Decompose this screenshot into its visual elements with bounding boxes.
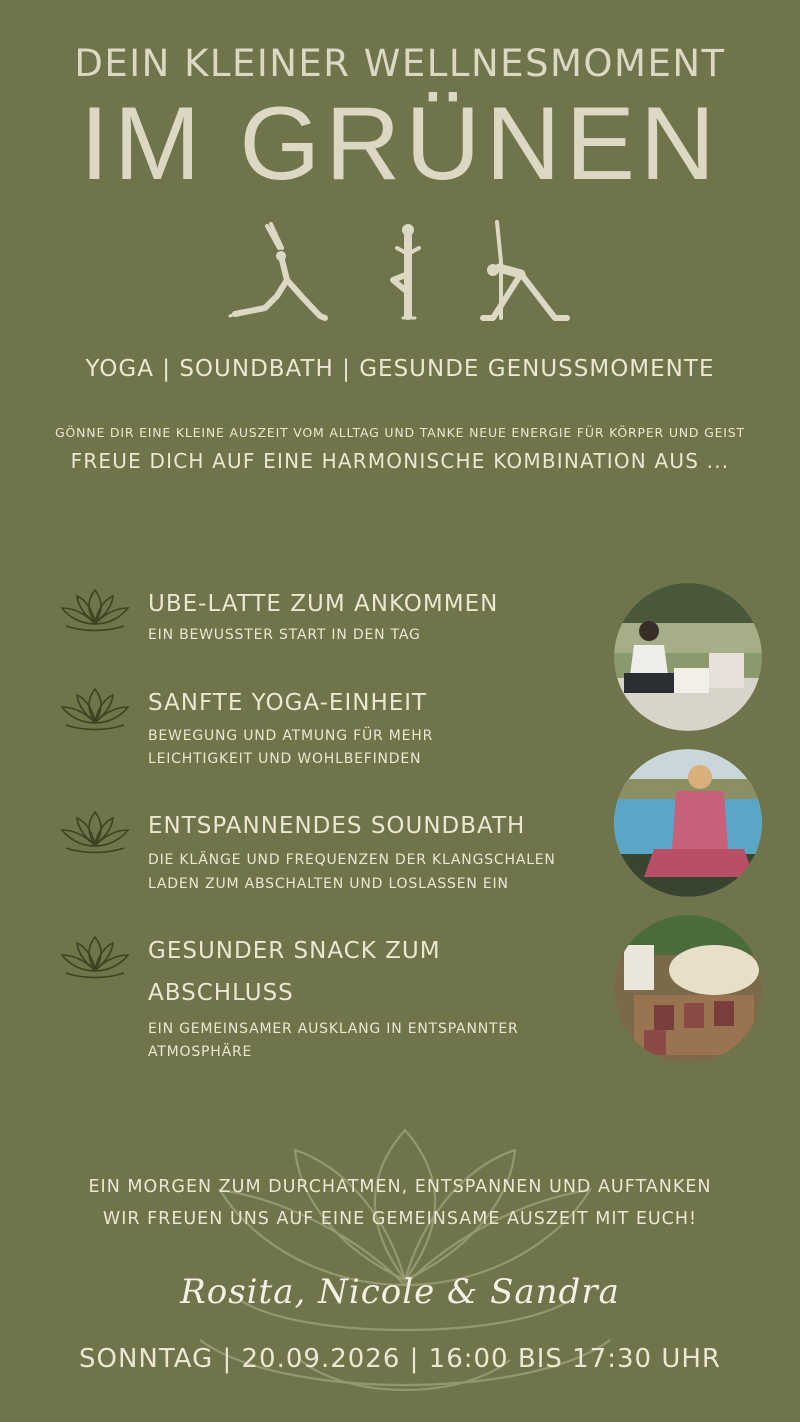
item-description-line-1: BEWEGUNG UND ATMUNG FÜR MEHR xyxy=(148,728,434,744)
item-title: SANFTE YOGA-EINHEIT xyxy=(148,690,428,716)
item-description-line-2: ATMOSPHÄRE xyxy=(148,1044,253,1060)
signature: Rosita, Nicole & Sandra xyxy=(180,1272,620,1312)
item-title: UBE-LATTE ZUM ANKOMMEN xyxy=(148,591,499,617)
item-description-line-1: DIE KLÄNGE UND FREQUENZEN DER KLANGSCHALEN xyxy=(148,852,556,868)
lotus-icon xyxy=(58,685,132,731)
item-description: EIN BEWUSSTER START IN DEN TAG xyxy=(148,627,421,643)
intro-subtitle: YOGA | SOUNDBATH | GESUNDE GENUSSMOMENTE xyxy=(85,356,715,382)
intro-small-line: GÖNNE DIR EINE KLEINE AUSZEIT VOM ALLTAG UND TANKE NEUE ENERGIE FÜR KÖRPER UND GEIST xyxy=(55,425,745,440)
intro-medium-line: FREUE DICH AUF EINE HARMONISCHE KOMBINATION AUS ... xyxy=(70,449,730,473)
background-lotus-watermark xyxy=(180,1110,630,1422)
outro-line-1: EIN MORGEN ZUM DURCHATMEN, ENTSPANNEN UND AUFTANKEN xyxy=(88,1177,712,1197)
outro-line-2: WIR FREUEN UNS AUF EINE GEMEINSAME AUSZEIT MIT EUCH! xyxy=(102,1209,698,1229)
photo-latte-picnic xyxy=(614,583,762,731)
lotus-icon xyxy=(58,933,132,979)
photo-soundbath-pool xyxy=(614,749,762,897)
item-description-line-2: LADEN ZUM ABSCHALTEN UND LOSLASSEN EIN xyxy=(148,876,509,892)
item-title-line-1: GESUNDER SNACK ZUM xyxy=(148,938,441,964)
item-title: ENTSPANNENDES SOUNDBATH xyxy=(148,813,526,839)
item-title-line-2: ABSCHLUSS xyxy=(148,980,294,1006)
photo-healthy-snack xyxy=(614,915,762,1063)
yoga-poses-illustration xyxy=(225,218,575,328)
yoga-tree-pose-icon xyxy=(393,224,419,318)
yoga-triangle-pose-icon xyxy=(483,222,567,318)
event-date-line: SONNTAG | 20.09.2026 | 16:00 BIS 17:30 UHR xyxy=(79,1344,721,1374)
item-description-line-2: LEICHTIGKEIT UND WOHLBEFINDEN xyxy=(148,751,422,767)
item-description-line-1: EIN GEMEINSAMER AUSKLANG IN ENTSPANNTER xyxy=(148,1021,519,1037)
yoga-lunge-icon xyxy=(230,224,325,318)
header-title-main: IM GRÜNEN xyxy=(79,86,721,202)
lotus-icon xyxy=(58,808,132,854)
lotus-icon xyxy=(58,586,132,632)
header-title-top: DEIN KLEINER WELLNESMOMENT xyxy=(74,42,726,85)
